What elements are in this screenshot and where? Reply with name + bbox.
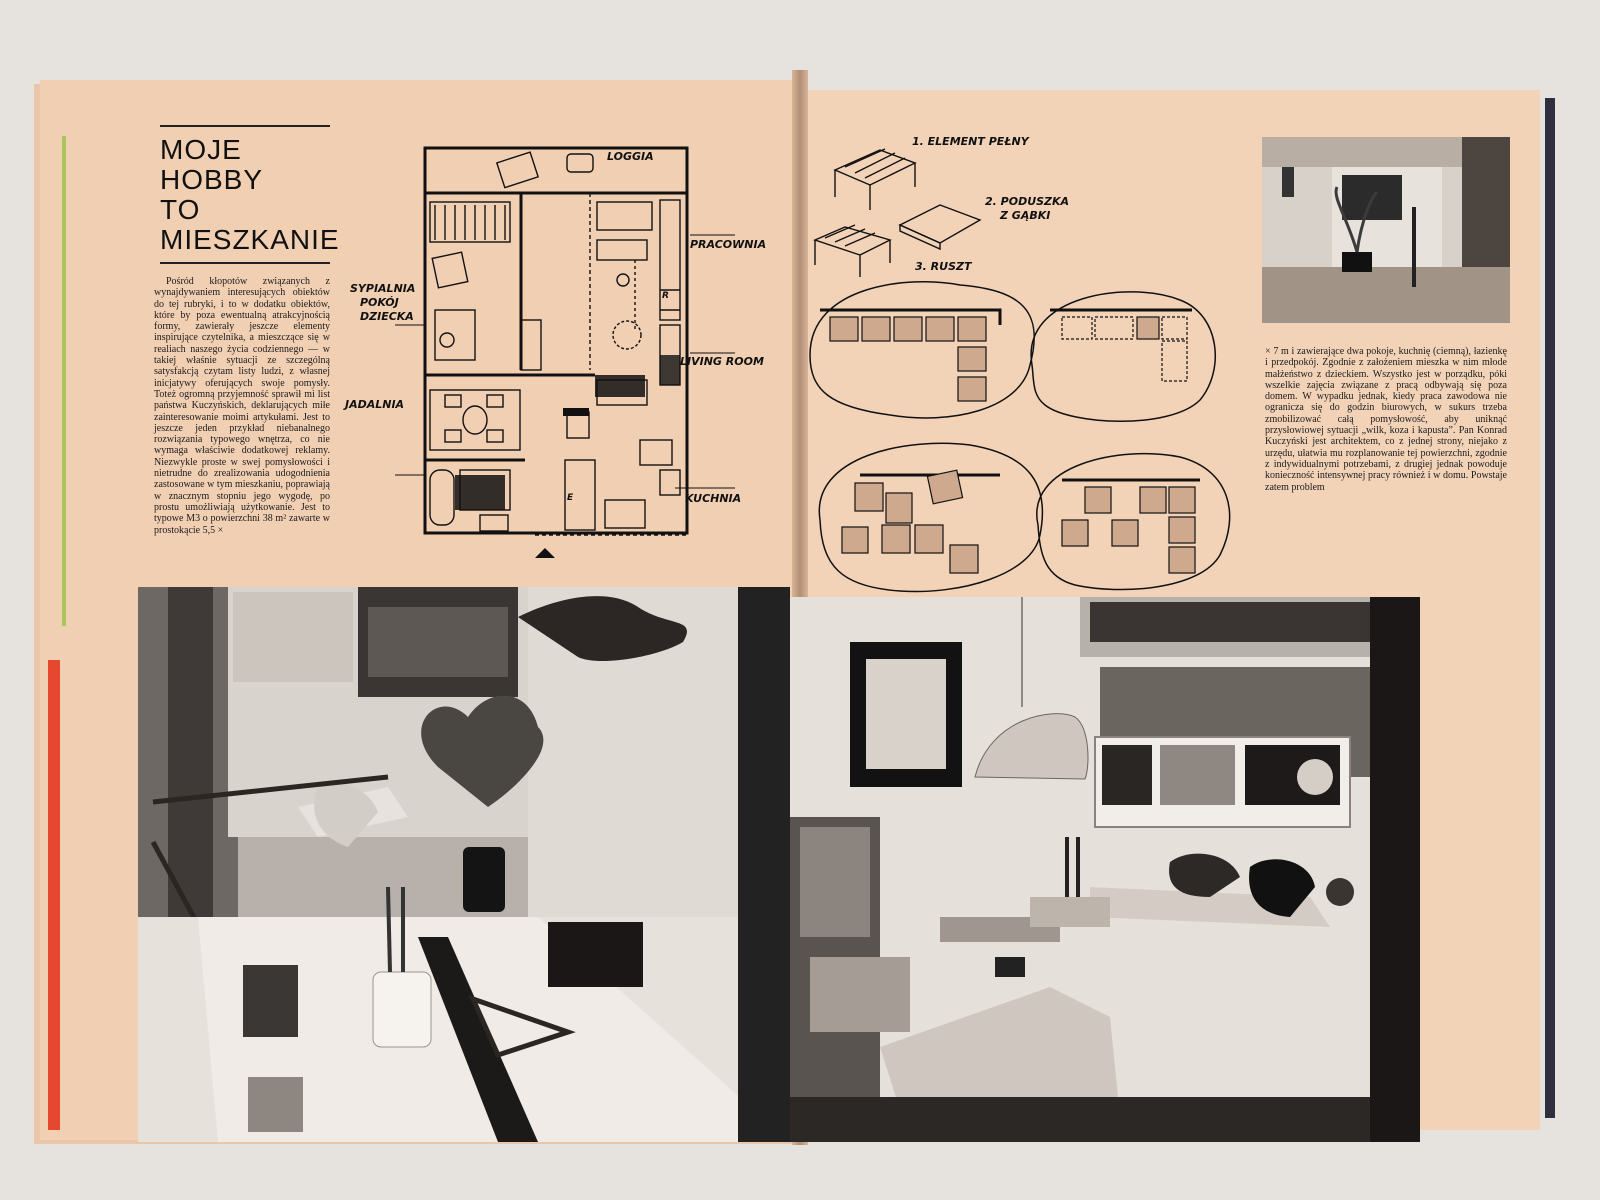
living-room-photo <box>1262 137 1510 323</box>
title-top-rule <box>160 125 330 127</box>
label-door-e: E <box>567 493 574 503</box>
magazine-spread <box>40 70 1550 1145</box>
title-line: HOBBY <box>160 164 264 195</box>
corner-seating-photo <box>790 597 1420 1142</box>
studio-desk-photo-image <box>138 587 790 1142</box>
label-door-r: R <box>662 291 669 301</box>
title-bottom-rule <box>160 262 330 264</box>
label-ruszt: 3. RUSZT <box>915 260 972 273</box>
red-edge-strip <box>48 660 60 1130</box>
studio-desk-photo <box>138 587 790 1142</box>
label-jadalnia: JADALNIA <box>345 398 405 411</box>
floor-plan-drawing <box>335 140 795 570</box>
article-title <box>160 135 360 255</box>
label-living-room: LIVING ROOM <box>680 355 764 368</box>
title-line: MIESZKANIE <box>160 224 340 255</box>
label-z-gabki: Z GĄBKI <box>1000 209 1051 222</box>
furniture-sketches <box>800 125 1240 650</box>
living-room-photo-image <box>1262 137 1510 323</box>
label-kuchnia: KUCHNIA <box>685 492 742 505</box>
corner-seating-photo-image <box>790 597 1420 1142</box>
label-loggia: LOGGIA <box>607 150 654 163</box>
title-line: MOJE <box>160 134 242 165</box>
label-sypialnia: SYPIALNIA <box>350 282 416 295</box>
label-dziecka: DZIECKA <box>360 310 414 323</box>
label-poduszka: 2. PODUSZKA <box>985 195 1070 208</box>
label-pracownia: PRACOWNIA <box>690 238 767 251</box>
label-pokoj: POKÓJ <box>360 296 399 309</box>
left-column-text: Pośród kłopotów związanych z wynajdywaniem interesujących obiektów do tej rubryki, i to w dodatku obiektów, które by poza ewentualną atrakcyjnością formy, zawierały jeszcze elementy inspirujące czytelnika, a mieszczące się w realiach naszego życia codziennego — w takiej właśnie sytuacji ze szczególną satysfakcją czytam listy ludzi, z własnej inicjatywy oferujących swoje pomysły. Toteż ogromną przyjemność sprawił mi list państwa Kuczyńskich, deklarujących miłe zainteresowanie moimi artykułami. Jest to jeszcze jeden przykład niebanalnego rozwiązania typowego wnętrza, co nie wymaga właściwie dodatkowej reklamy. Niezwykle proste w swej pomysłowości i nietrudne do zrealizowania udogodnienia zastosowane w tym mieszkaniu, poprawiają w znacznym stopniu jego wygodę, po prostu umożliwiają użytkowanie. Jest to typowe M3 o powierzchni 38 m² zawarte w prostokącie 5,5 × <box>154 276 330 536</box>
label-element-pelny: 1. ELEMENT PEŁNY <box>912 135 1029 148</box>
back-cover-edge <box>1545 98 1555 1118</box>
title-line: TO <box>160 194 201 225</box>
green-edge-strip <box>62 136 66 626</box>
right-column-text: × 7 m i zawierające dwa pokoje, kuchnię (ciemną), łazienkę i przedpokój. Zgodnie z założeniem mieszka w nim młode małżeństwo z dzieckiem. Wszystko jest w porządku, póki wszelkie zajęcia związane z pracą odbywają się poza domem. W wypadku jednak, kiedy praca zawodowa nie ogranicza się do godzin biurowych, w sukurs trzeba zmobilizować całą pomysłowość, aby uniknąć przysłowiowej sytuacji „wilk, koza i kapusta”. Pan Konrad Kuczyński jest architektem, co z jednej strony, niejako z urzędu, ułatwia mu rozplanowanie tej powierzchni, zgodnie z indywidualnymi potrzebami, z drugiej jednak powoduje konieczność intensywnej pracy również i w domu. Powstaje zatem problem <box>1265 346 1507 493</box>
